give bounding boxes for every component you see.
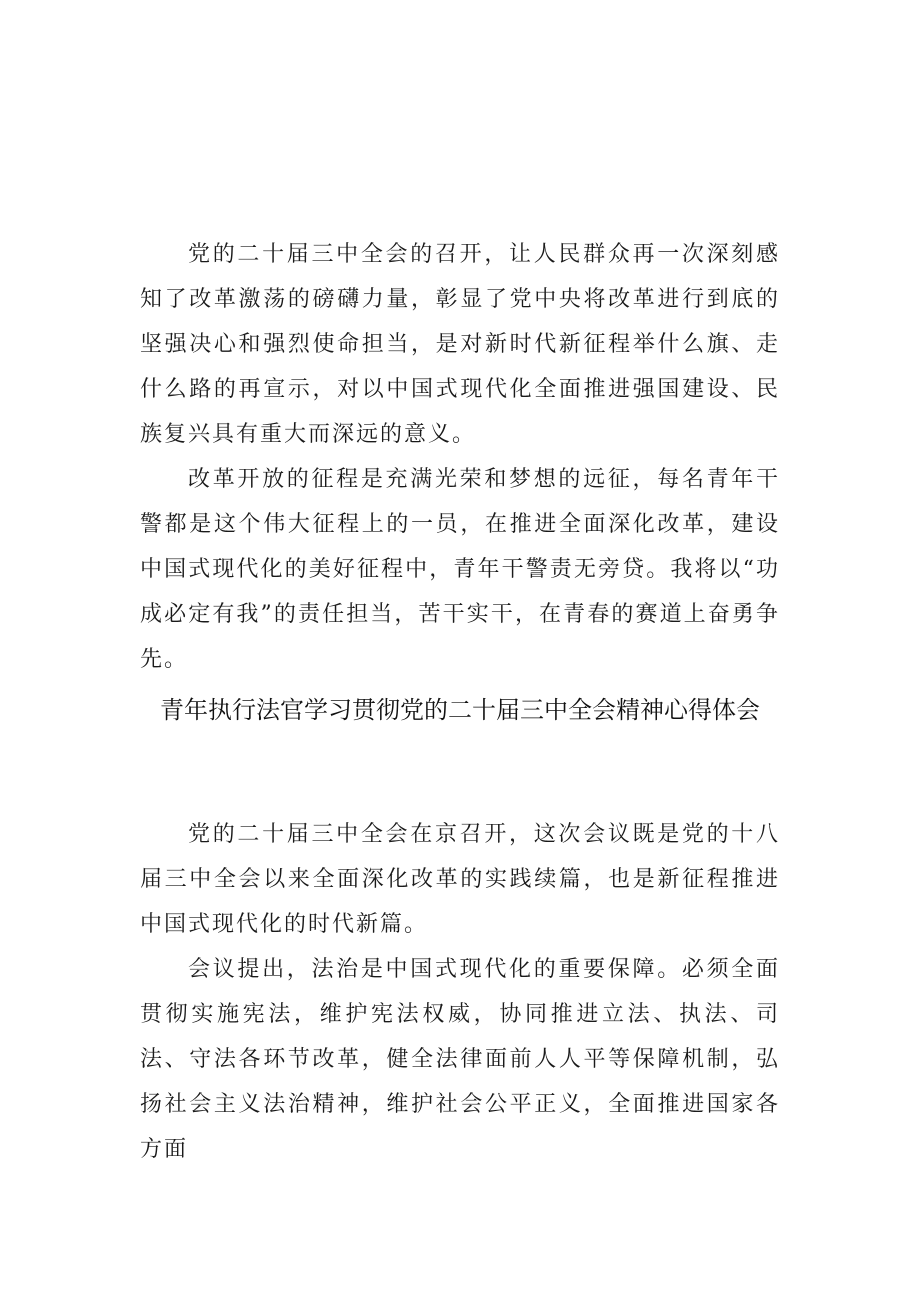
text-section-1 [140, 232, 780, 682]
article-title: 青年执行法官学习贯彻党的二十届三中全会精神心得体会 [160, 696, 760, 724]
paragraph-2: 改革开放的征程是充满光荣和梦想的远征，每名青年干警都是这个伟大征程上的一员，在推进全面深化改革，建设中国式现代化的美好征程中，青年干警责无旁贷。我将以“功成必定有我”的责任担当，苦干实干，在青春的赛道上奋勇争先。 [140, 467, 780, 672]
text-section-2 [140, 812, 780, 1172]
paragraph-4: 会议提出，法治是中国式现代化的重要保障。必须全面贯彻实施宪法，维护宪法权威，协同推进立法、执法、司法、守法各环节改革，健全法律面前人人平等保障机制，弘扬社会主义法治精神，维护社会公平正义，全面推进国家各方面 [140, 957, 780, 1162]
paragraph-3: 党的二十届三中全会在京召开，这次会议既是党的十八届三中全会以来全面深化改革的实践续篇，也是新征程推进中国式现代化的时代新篇。 [140, 822, 780, 937]
paragraph-1: 党的二十届三中全会的召开，让人民群众再一次深刻感知了改革激荡的磅礴力量，彰显了党中央将改革进行到底的坚强决心和强烈使命担当，是对新时代新征程举什么旗、走什么路的再宣示，对以中国式现代化全面推进强国建设、民族复兴具有重大而深远的意义。 [140, 242, 780, 447]
